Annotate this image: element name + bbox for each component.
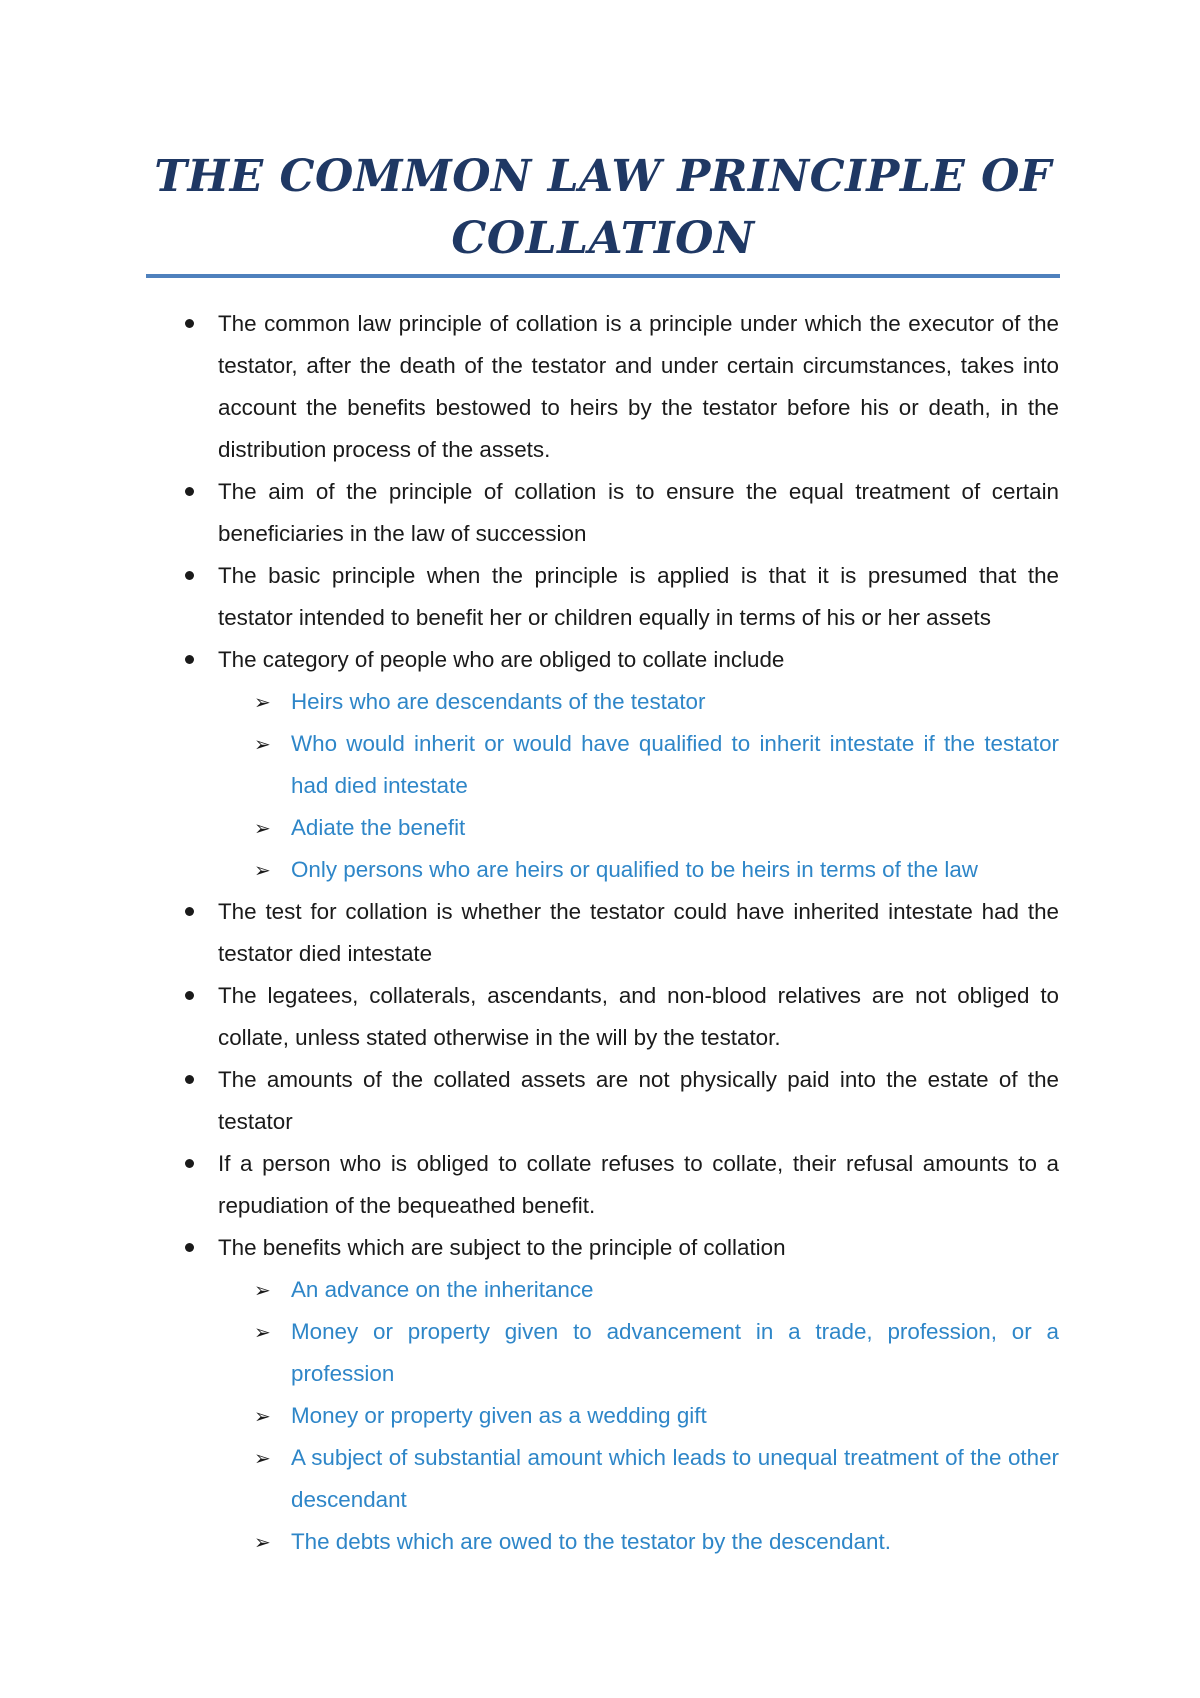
- bullet-icon: [185, 991, 194, 1000]
- list-item-text: The amounts of the collated assets are not physically paid into the estate of the testator: [218, 1067, 1059, 1134]
- arrowhead-bullet-icon: ➢: [254, 858, 271, 882]
- bullet-icon: [185, 1243, 194, 1252]
- sub-list-item-text: A subject of substantial amount which leads to unequal treatment of the other descendant: [291, 1445, 1059, 1512]
- sub-list-item: [0, 681, 1059, 723]
- sub-list-item: [0, 1395, 1059, 1437]
- sub-list-item: [0, 1269, 1059, 1311]
- list-item-text: The aim of the principle of collation is to ensure the equal treatment of certain beneficiaries in the law of succession: [218, 479, 1059, 546]
- sub-list-item-text: Money or property given to advancement in a trade, profession, or a profession: [291, 1319, 1059, 1386]
- list-item: [0, 555, 1059, 639]
- arrowhead-bullet-icon: ➢: [254, 1278, 271, 1302]
- sub-list-item-text: An advance on the inheritance: [291, 1277, 594, 1302]
- list-item-text: The benefits which are subject to the principle of collation: [218, 1235, 786, 1260]
- bullet-icon: [185, 1075, 194, 1084]
- list-item-text: The category of people who are obliged to collate include: [218, 647, 785, 672]
- sub-list-item-text: Who would inherit or would have qualified to inherit intestate if the testator had died intestate: [291, 731, 1059, 798]
- arrowhead-bullet-icon: ➢: [254, 1446, 271, 1470]
- list-item: [0, 471, 1059, 555]
- sub-list-item-text: Heirs who are descendants of the testator: [291, 689, 706, 714]
- bullet-icon: [185, 487, 194, 496]
- list-item-text: The legatees, collaterals, ascendants, and non-blood relatives are not obliged to collate, unless stated otherwise in the will by the testator.: [218, 983, 1059, 1050]
- bullet-icon: [185, 1159, 194, 1168]
- bullet-icon: [185, 907, 194, 916]
- sub-list-item: [0, 1311, 1059, 1395]
- sub-list-item-text: The debts which are owed to the testator by the descendant.: [291, 1529, 891, 1554]
- arrowhead-bullet-icon: ➢: [254, 816, 271, 840]
- list-item-text: The test for collation is whether the testator could have inherited intestate had the testator died intestate: [218, 899, 1059, 966]
- sub-list-item-text: Adiate the benefit: [291, 815, 466, 840]
- list-item: [0, 1143, 1059, 1227]
- list-item: [0, 1227, 1059, 1269]
- arrowhead-bullet-icon: ➢: [254, 690, 271, 714]
- list-item-text: The basic principle when the principle is applied is that it is presumed that the testator intended to benefit her or children equally in terms of his or her assets: [218, 563, 1059, 630]
- sub-list-item: [0, 849, 1059, 891]
- page-title: THE COMMON LAW PRINCIPLE OF COLLATION: [154, 151, 1052, 264]
- bullet-icon: [185, 319, 194, 328]
- sub-list-item-text: Money or property given as a wedding gift: [291, 1403, 707, 1428]
- list-item: [0, 975, 1059, 1059]
- bullet-icon: [185, 571, 194, 580]
- arrowhead-bullet-icon: ➢: [254, 732, 271, 756]
- list-item-text: The common law principle of collation is a principle under which the executor of the testator, after the death of the testator and under certain circumstances, takes into account the benefits bestowed to heirs by the testator before his or death, in the distribution process of the assets.: [218, 311, 1059, 462]
- sub-list-item-text: Only persons who are heirs or qualified to be heirs in terms of the law: [291, 857, 978, 882]
- list-item: [0, 1059, 1059, 1143]
- list-item: [0, 303, 1059, 471]
- bullet-icon: [185, 655, 194, 664]
- arrowhead-bullet-icon: ➢: [254, 1530, 271, 1554]
- sub-list-item: [0, 1437, 1059, 1521]
- bullet-list: [0, 303, 1200, 1563]
- list-item: [0, 891, 1059, 975]
- arrowhead-bullet-icon: ➢: [254, 1320, 271, 1344]
- sub-list-item: [0, 723, 1059, 807]
- sub-list-item: [0, 807, 1059, 849]
- list-item: [0, 639, 1059, 681]
- list-item-text: If a person who is obliged to collate refuses to collate, their refusal amounts to a repudiation of the bequeathed benefit.: [218, 1151, 1059, 1218]
- sub-list-item: [0, 1521, 1059, 1563]
- arrowhead-bullet-icon: ➢: [254, 1404, 271, 1428]
- title-underline-rule: [146, 274, 1060, 278]
